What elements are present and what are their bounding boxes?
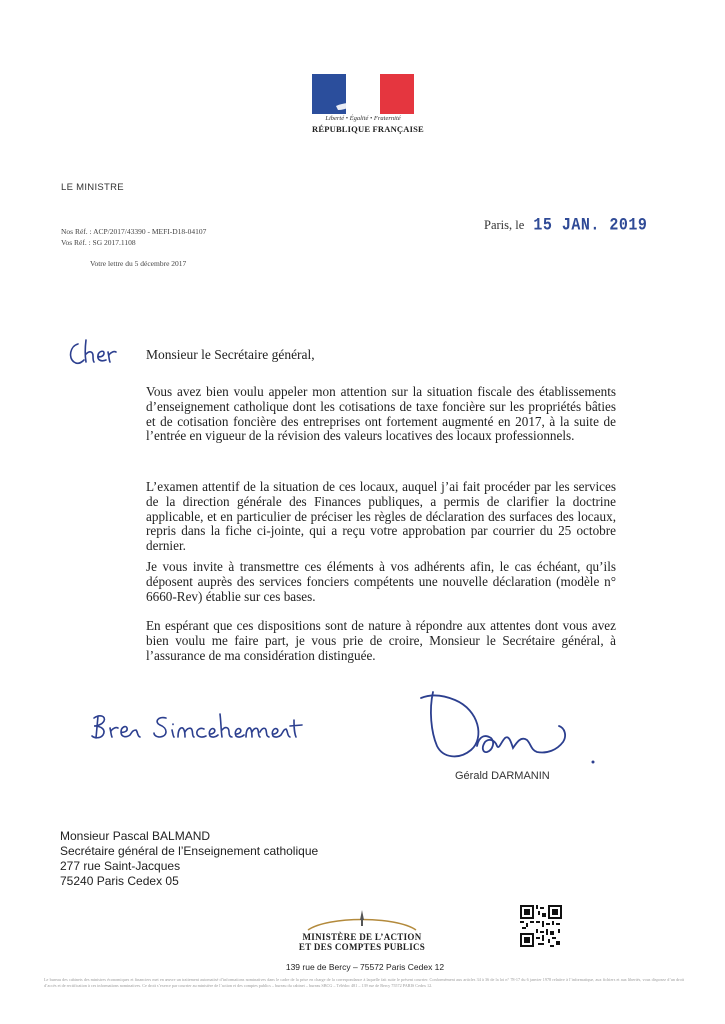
ministry-emblem-icon — [300, 906, 424, 932]
recipient-address — [60, 829, 318, 889]
handwritten-margin-note — [66, 338, 118, 368]
letter-date — [484, 217, 647, 234]
republic-motto: Liberté • Égalité • Fraternité — [325, 115, 401, 122]
recipient-street: 277 rue Saint-Jacques — [60, 859, 181, 873]
marianne-logo — [312, 74, 424, 136]
date-stamp: 15 JAN. 2019 — [533, 215, 648, 236]
privacy-notice: Le bureau des cabinets des ministres économiques et financiers met en œuvre un traitement automatisé d’informations nominatives dans le cadre de la prise en charge de la correspondance à laquelle fait suite le présent courrier. Conformément aux articles 34 à 36 de la loi n° 78-17 du 6 janvier 1978 relative à l’informatique, aux fichiers et aux libertés, vous disposez d’un droit d’accès et de rectification à ces informations nominatives. Ce droit s’exerce par courrier au ministère de l’action et des comptes publics – bureau du cabinet – bureau SBCG – Télédoc 481 – 139 rue de Bercy 75572 PARIS Cedex 12. — [44, 977, 684, 988]
salutation: Monsieur le Secrétaire général, — [146, 347, 315, 362]
recipient-title: Secrétaire général de l’Enseignement catholique — [60, 844, 319, 858]
office-title: LE MINISTRE — [61, 182, 124, 193]
recipient-name: Monsieur Pascal BALMAND — [60, 829, 211, 843]
republic-name: RÉPUBLIQUE FRANÇAISE — [312, 124, 424, 134]
paragraph-1: Vous avez bien voulu appeler mon attention sur la situation fiscale des établissements d’enseignement catholique dont les cotisations de taxe foncière sur les propriétés bâties et de cotisation foncière des entreprises ont fortement augmenté en 2017, à la suite de l’entrée en vigueur de la révision des valeurs locatives des locaux professionnels. — [146, 384, 616, 444]
our-reference: Nos Réf. : ACP/2017/43390 - MEFI-D18-04107 — [61, 227, 207, 236]
ministry-address: 139 rue de Bercy – 75572 Paris Cedex 12 — [285, 962, 445, 972]
marianne-profile-icon — [330, 80, 390, 114]
date-place: Paris, le — [484, 218, 525, 232]
your-letter-date: Votre lettre du 5 décembre 2017 — [90, 259, 187, 268]
paragraph-3: Je vous invite à transmettre ces éléments à vos adhérents afin, le cas échéant, qu’ils déposent auprès des services fonciers compétents une nouvelle déclaration (modèle n° 6660-Rev) établie sur ces bases. — [146, 559, 616, 604]
ministry-name: MINISTÈRE DE L’ACTION ET DES COMPTES PUBLICS — [298, 932, 426, 952]
recipient-city: 75240 Paris Cedex 05 — [60, 874, 179, 888]
paragraph-4: En espérant que ces dispositions sont de nature à répondre aux attentes dont vous avez bien voulu me faire part, je vous prie de croire, Monsieur le Secrétaire général, à l’assurance de ma considération distinguée. — [146, 618, 616, 663]
signer-name: Gérald DARMANIN — [455, 770, 550, 782]
your-reference: Vos Réf. : SG 2017.1108 — [61, 238, 136, 247]
handwritten-signature — [415, 680, 605, 770]
paragraph-2: L’examen attentif de la situation de ces locaux, auquel j’ai fait procéder par les services de la direction générale des Finances publiques, a permis de clarifier la doctrine applicable, et en particulier de préciser les règles de déclaration des surfaces des locaux, repris dans la fiche ci-jointe, qui a reçu votre approbation par courrier du 25 octobre dernier. — [146, 479, 616, 554]
qr-code-icon — [520, 905, 562, 947]
handwritten-closing — [88, 706, 308, 748]
references — [61, 226, 206, 248]
